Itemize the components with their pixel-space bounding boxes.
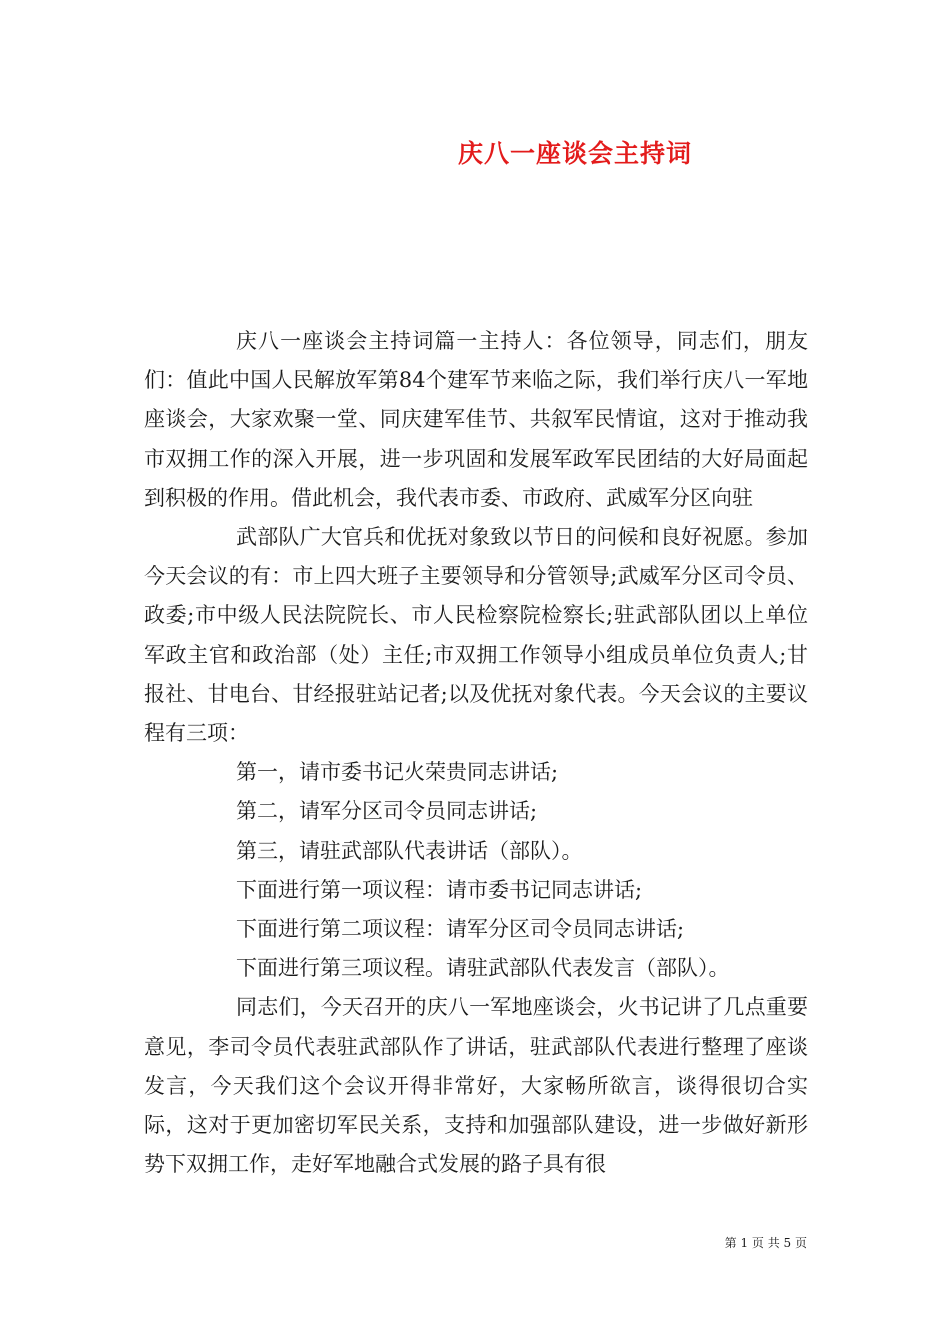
- agenda-proceed-2: 下面进行第二项议程：请军分区司令员同志讲话;: [236, 917, 685, 942]
- page-footer: 第 1 页 共 5 页: [724, 1236, 807, 1250]
- agenda-item-3: 第三，请驻武部队代表讲话（部队）。: [236, 838, 583, 863]
- agenda-item-1: 第一，请市委书记火荣贵同志讲话;: [236, 760, 559, 785]
- agenda-proceed-3: 下面进行第三项议程。请驻武部队代表发言（部队）。: [236, 956, 730, 981]
- document-title: [0, 134, 950, 170]
- agenda-item-2: 第二，请军分区司令员同志讲话;: [236, 799, 538, 824]
- paragraph-opening: 庆八一座谈会主持词篇一主持人：各位领导，同志们，朋友们：值此中国人民解放军第84个建军节来临之际，我们举行庆八一军地座谈会，大家欢聚一堂、同庆建军佳节、共叙军民情谊，这对于推动我市双拥工作的深入开展，进一步巩固和发展军政军民团结的大好局面起到积极的作用。借此机会，我代表市委、市政府、武威军分区向驻: [144, 329, 808, 510]
- paragraph-attendees: 武部队广大官兵和优抚对象致以节日的问候和良好祝愿。参加今天会议的有：市上四大班子主要领导和分管领导;武威军分区司令员、政委;市中级人民法院院长、市人民检察院检察长;驻武部队团以上单位军政主官和政治部（处）主任;市双拥工作领导小组成员单位负责人;甘报社、甘电台、甘经报驻站记者;以及优抚对象代表。今天会议的主要议程有三项：: [144, 525, 808, 746]
- document-title-text: 庆八一座谈会主持词: [457, 139, 692, 168]
- agenda-proceed-1: 下面进行第一项议程：请市委书记同志讲话;: [236, 877, 643, 902]
- paragraph-summary: 同志们，今天召开的庆八一军地座谈会，火书记讲了几点重要意见，李司令员代表驻武部队作了讲话，驻武部队代表进行整理了座谈发言，今天我们这个会议开得非常好，大家畅所欲言，谈得很切合实际，这对于更加密切军民关系，支持和加强部队建设，进一步做好新形势下双拥工作，走好军地融合式发展的路子具有很: [144, 995, 808, 1177]
- document-body: [144, 322, 808, 1184]
